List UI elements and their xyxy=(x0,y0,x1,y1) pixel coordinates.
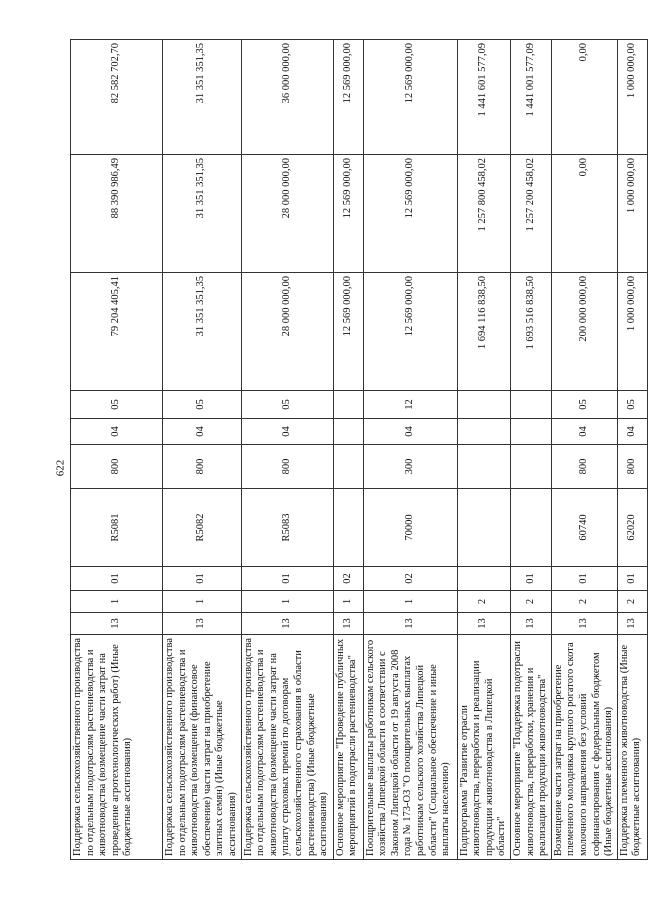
cell-c2: 1 xyxy=(363,591,457,613)
cell-c4: 62020 xyxy=(617,489,647,567)
cell-v2: 12 569 000,00 xyxy=(363,155,457,273)
cell-v2: 1 257 200 458,02 xyxy=(510,155,551,273)
cell-v2: 1 000 000,00 xyxy=(617,155,647,273)
cell-c5 xyxy=(333,445,363,489)
rotated-table-container xyxy=(70,40,643,860)
cell-c1: 13 xyxy=(71,613,163,635)
cell-c3: 02 xyxy=(363,567,457,591)
cell-c7: 05 xyxy=(163,391,242,419)
cell-c7: 05 xyxy=(71,391,163,419)
cell-v1: 200 000 000,00 xyxy=(551,273,617,391)
cell-v1: 1 693 516 838,50 xyxy=(510,273,551,391)
cell-c6: 04 xyxy=(71,419,163,445)
row-name-cell: Возмещение части затрат на приобретение племенного молодняка крупного рогатого скота молочного направления без условий софинансирования с федеральным бюджетом (Иные бюджетные ассигнования) xyxy=(551,635,617,860)
cell-c1: 13 xyxy=(163,613,242,635)
cell-c5: 800 xyxy=(551,445,617,489)
cell-c7: 05 xyxy=(617,391,647,419)
table-row xyxy=(551,40,617,860)
cell-c1: 13 xyxy=(241,613,333,635)
cell-c5: 800 xyxy=(617,445,647,489)
cell-c1: 13 xyxy=(551,613,617,635)
cell-c7: 05 xyxy=(551,391,617,419)
cell-v3: 12 569 000,00 xyxy=(333,40,363,155)
table-row xyxy=(617,40,647,860)
cell-c3 xyxy=(457,567,510,591)
cell-v2: 88 390 986,49 xyxy=(71,155,163,273)
cell-c3: 01 xyxy=(71,567,163,591)
cell-c2: 2 xyxy=(617,591,647,613)
cell-c1: 13 xyxy=(333,613,363,635)
cell-c1: 13 xyxy=(363,613,457,635)
cell-v3: 82 582 702,70 xyxy=(71,40,163,155)
cell-v3: 36 000 000,00 xyxy=(241,40,333,155)
cell-v3: 31 351 351,35 xyxy=(163,40,242,155)
cell-c1: 13 xyxy=(457,613,510,635)
cell-v3: 0,00 xyxy=(551,40,617,155)
cell-v2: 0,00 xyxy=(551,155,617,273)
cell-v1: 1 000 000,00 xyxy=(617,273,647,391)
cell-v2: 31 351 351,35 xyxy=(163,155,242,273)
cell-c4 xyxy=(333,489,363,567)
cell-v2: 12 569 000,00 xyxy=(333,155,363,273)
cell-c2: 2 xyxy=(510,591,551,613)
table-body xyxy=(71,40,648,860)
cell-c5: 300 xyxy=(363,445,457,489)
table-row xyxy=(163,40,242,860)
row-name-cell: Поощрительные выплаты работникам сельского хозяйства Липецкой области в соответствии с Законом Липецкой области от 19 августа 2008 года № 173-ОЗ "О поощрительных выплатах работникам сельского хозяйства Липецкой области" (Социальное обеспечение и иные выплаты населению) xyxy=(363,635,457,860)
row-name-cell: Основное мероприятие "Поддержка подотрасли животноводства, переработки, хранения и реализации продукции животноводства" xyxy=(510,635,551,860)
cell-c4: R5081 xyxy=(71,489,163,567)
cell-c1: 13 xyxy=(617,613,647,635)
cell-c5 xyxy=(510,445,551,489)
cell-v1: 1 694 116 838,50 xyxy=(457,273,510,391)
cell-v3: 1 441 001 577,09 xyxy=(510,40,551,155)
cell-c6: 04 xyxy=(241,419,333,445)
cell-c6 xyxy=(457,419,510,445)
row-name-cell: Основное мероприятие "Проведение публичных мероприятий в подотрасли растениеводства" xyxy=(333,635,363,860)
cell-c4 xyxy=(457,489,510,567)
cell-c4: 60740 xyxy=(551,489,617,567)
cell-c3: 01 xyxy=(163,567,242,591)
row-name-cell: Поддержка сельскохозяйственного производства по отдельным подотраслям растениеводства и животноводства (возмещение части затрат на проведение агротехнологических работ) (Иные бюджетные ассигнования) xyxy=(71,635,163,860)
cell-c3: 01 xyxy=(617,567,647,591)
cell-c7 xyxy=(457,391,510,419)
table-row xyxy=(510,40,551,860)
budget-table xyxy=(70,39,648,860)
cell-c4: R5082 xyxy=(163,489,242,567)
cell-v3: 1 441 601 577,09 xyxy=(457,40,510,155)
table-row xyxy=(71,40,163,860)
cell-c6 xyxy=(333,419,363,445)
cell-c5: 800 xyxy=(71,445,163,489)
cell-c6: 04 xyxy=(551,419,617,445)
cell-c2: 2 xyxy=(551,591,617,613)
cell-c6: 04 xyxy=(163,419,242,445)
cell-c3: 01 xyxy=(510,567,551,591)
cell-c2: 2 xyxy=(457,591,510,613)
cell-c4 xyxy=(510,489,551,567)
cell-v1: 12 569 000,00 xyxy=(333,273,363,391)
cell-c7 xyxy=(333,391,363,419)
cell-v2: 1 257 800 458,02 xyxy=(457,155,510,273)
row-name-cell: Поддержка сельскохозяйственного производства по отдельным подотраслям растениеводства и животноводства (возмещение части затрат на уплату страховых премий по договорам сельскохозяйственного страхования в области растениеводства) (Иные бюджетные ассигнования) xyxy=(241,635,333,860)
cell-c7: 12 xyxy=(363,391,457,419)
page-number: 622 xyxy=(54,459,67,477)
cell-c7: 05 xyxy=(241,391,333,419)
cell-c6: 04 xyxy=(617,419,647,445)
row-name-cell: Поддержка племенного животноводства (Иные бюджетные ассигнования) xyxy=(617,635,647,860)
cell-v1: 12 569 000,00 xyxy=(363,273,457,391)
cell-c6 xyxy=(510,419,551,445)
row-name-cell: Поддержка сельскохозяйственного производства по отдельным подотраслям растениеводства и животноводства (возмещение (финансовое обеспечение) части затрат на приобретение элитных семян) (Иные бюджетные ассигнования) xyxy=(163,635,242,860)
cell-c2: 1 xyxy=(163,591,242,613)
cell-c2: 1 xyxy=(241,591,333,613)
cell-c3: 01 xyxy=(551,567,617,591)
cell-c6: 04 xyxy=(363,419,457,445)
cell-c4: 70000 xyxy=(363,489,457,567)
cell-c5: 800 xyxy=(241,445,333,489)
cell-v3: 1 000 000,00 xyxy=(617,40,647,155)
cell-c5 xyxy=(457,445,510,489)
cell-v1: 79 204 405,41 xyxy=(71,273,163,391)
cell-c1: 13 xyxy=(510,613,551,635)
cell-v1: 28 000 000,00 xyxy=(241,273,333,391)
table-row xyxy=(363,40,457,860)
cell-c7 xyxy=(510,391,551,419)
cell-c2: 1 xyxy=(71,591,163,613)
cell-c3: 01 xyxy=(241,567,333,591)
cell-c2: 1 xyxy=(333,591,363,613)
table-row xyxy=(333,40,363,860)
cell-c4: R5083 xyxy=(241,489,333,567)
cell-v3: 12 569 000,00 xyxy=(363,40,457,155)
table-row xyxy=(457,40,510,860)
row-name-cell: Подпрограмма "Развитие отрасли животноводства, переработки и реализации продукции животноводства в Липецкой области" xyxy=(457,635,510,860)
table-row xyxy=(241,40,333,860)
cell-c5: 800 xyxy=(163,445,242,489)
cell-v1: 31 351 351,35 xyxy=(163,273,242,391)
cell-v2: 28 000 000,00 xyxy=(241,155,333,273)
cell-c3: 02 xyxy=(333,567,363,591)
